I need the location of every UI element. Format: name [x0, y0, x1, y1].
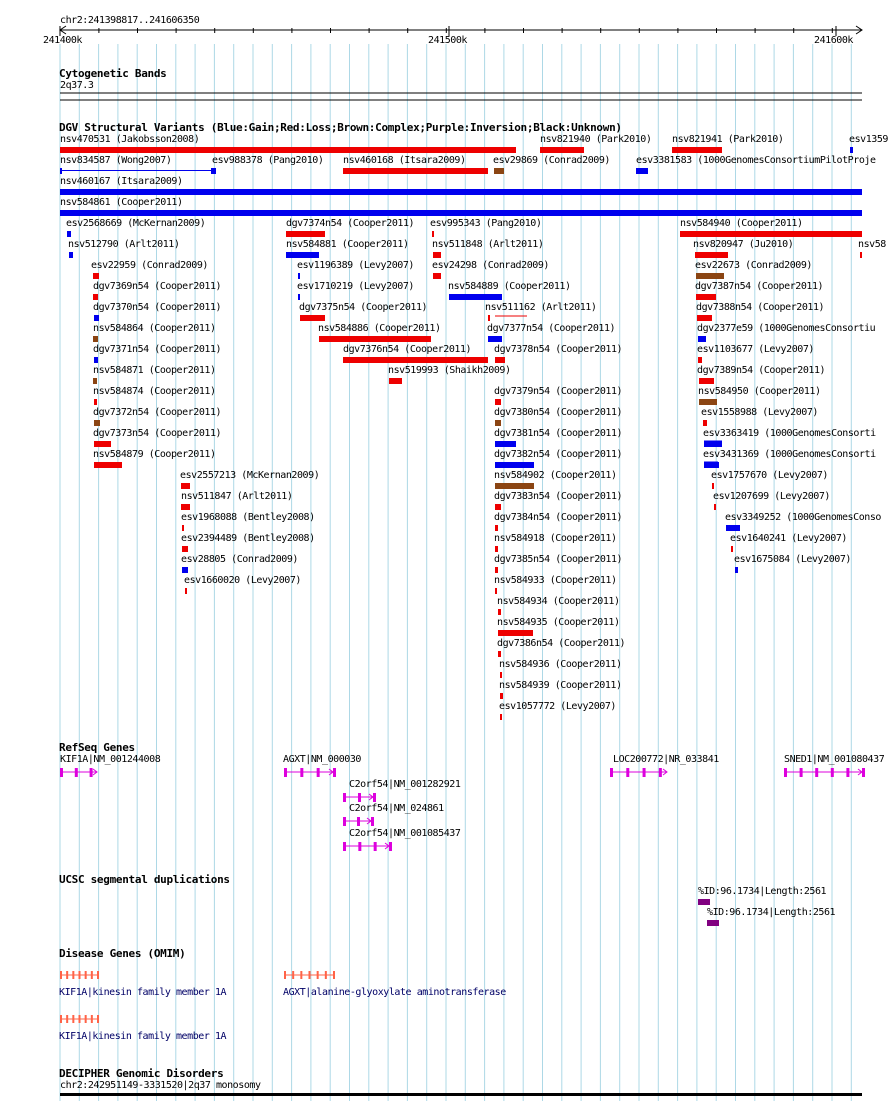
sv-label[interactable]: nsv820947 (Ju2010): [693, 239, 794, 250]
sv-label[interactable]: esv24298 (Conrad2009): [432, 260, 549, 271]
sv-bar: [495, 525, 498, 531]
sv-bar: [703, 420, 707, 426]
gene-exon: [846, 768, 849, 777]
sv-label[interactable]: nsv460167 (Itsara2009): [60, 176, 183, 187]
sv-label[interactable]: nsv460168 (Itsara2009): [343, 155, 466, 166]
gene-exon: [800, 768, 803, 777]
sv-bar: [495, 462, 534, 468]
segdup-label[interactable]: %ID:96.1734|Length:2561: [698, 886, 827, 897]
omim-exon: [79, 1015, 81, 1023]
sv-label[interactable]: dgv7387n54 (Cooper2011): [695, 281, 824, 292]
gene-label[interactable]: C2orf54|NM_024861: [349, 803, 444, 814]
sv-label[interactable]: dgv7389n54 (Cooper2011): [697, 365, 826, 376]
sv-bar: [495, 399, 501, 405]
sv-label[interactable]: esv1196389 (Levy2007): [297, 260, 414, 271]
omim-exon: [309, 971, 311, 979]
sv-label[interactable]: nsv584886 (Cooper2011): [318, 323, 441, 334]
decipher-bar: [60, 1093, 862, 1096]
gene-exon: [317, 768, 320, 777]
sv-bar: [300, 315, 325, 321]
track-title-segdup[interactable]: UCSC segmental duplications: [59, 873, 230, 886]
sv-label[interactable]: esv2394489 (Bentley2008): [181, 533, 315, 544]
omim-exon: [79, 971, 81, 979]
sv-label[interactable]: nsv584918 (Cooper2011): [494, 533, 617, 544]
gene-exon: [343, 817, 346, 826]
sv-bar: [698, 357, 702, 363]
sv-bar: [60, 189, 862, 195]
sv-label[interactable]: esv1640241 (Levy2007): [730, 533, 847, 544]
sv-label[interactable]: dgv7377n54 (Cooper2011): [487, 323, 616, 334]
sv-label[interactable]: esv29869 (Conrad2009): [493, 155, 610, 166]
sv-label[interactable]: nsv511162 (Arlt2011): [485, 302, 597, 313]
omim-exon: [60, 971, 62, 979]
segdup-bar: [698, 899, 710, 905]
sv-bar: [211, 168, 216, 174]
sv-label[interactable]: dgv7374n54 (Cooper2011): [286, 218, 415, 229]
sv-bar: [432, 231, 434, 237]
sv-label[interactable]: dgv7386n54 (Cooper2011): [497, 638, 626, 649]
track-title-refseq[interactable]: RefSeq Genes: [59, 741, 135, 754]
sv-label[interactable]: esv2568669 (McKernan2009): [66, 218, 206, 229]
sv-bar: [343, 168, 488, 174]
sv-bar: [697, 315, 712, 321]
gene-label[interactable]: KIF1A|NM_001244008: [60, 754, 161, 765]
sv-bar: [488, 336, 502, 342]
gene-exon: [358, 793, 361, 802]
sv-label[interactable]: nsv584902 (Cooper2011): [494, 470, 617, 481]
sv-bar: [298, 294, 300, 300]
gene-exon: [343, 842, 346, 851]
sv-label[interactable]: nsv584936 (Cooper2011): [499, 659, 622, 670]
gene-exon: [371, 817, 374, 826]
sv-bar: [60, 210, 862, 216]
sv-label[interactable]: esv1558988 (Levy2007): [701, 407, 818, 418]
gene-exon: [389, 842, 392, 851]
gene-label[interactable]: C2orf54|NM_001085437: [349, 828, 461, 839]
omim-exon: [317, 971, 319, 979]
sv-label[interactable]: nsv511848 (Arlt2011): [432, 239, 544, 250]
gene-label[interactable]: C2orf54|NM_001282921: [349, 779, 461, 790]
sv-label[interactable]: nsv834587 (Wong2007): [60, 155, 172, 166]
sv-label[interactable]: esv1057772 (Levy2007): [499, 701, 616, 712]
sv-label[interactable]: esv1710219 (Levy2007): [297, 281, 414, 292]
gene-exon: [815, 768, 818, 777]
sv-label[interactable]: dgv7379n54 (Cooper2011): [494, 386, 623, 397]
sv-bar: [735, 567, 738, 573]
sv-label[interactable]: nsv584933 (Cooper2011): [494, 575, 617, 586]
sv-bar: [672, 147, 722, 153]
sv-bar: [94, 315, 99, 321]
sv-bar: [495, 357, 505, 363]
omim-exon: [97, 1015, 99, 1023]
sv-bar: [494, 168, 504, 174]
gene-exon: [626, 768, 629, 777]
segdup-bar: [707, 920, 719, 926]
sv-label[interactable]: dgv7388n54 (Cooper2011): [696, 302, 825, 313]
sv-label[interactable]: esv3349252 (1000GenomesConso: [725, 512, 881, 523]
omim-exon: [91, 971, 93, 979]
sv-label[interactable]: nsv584889 (Cooper2011): [448, 281, 571, 292]
sv-label[interactable]: dgv7373n54 (Cooper2011): [93, 428, 222, 439]
sv-bar: [94, 357, 98, 363]
sv-bar: [704, 441, 722, 447]
sv-bar: [488, 315, 490, 321]
gene-exon: [831, 768, 834, 777]
ruler-tick-label: 241600k: [814, 35, 853, 46]
sv-label[interactable]: dgv7381n54 (Cooper2011): [494, 428, 623, 439]
sv-bar: [181, 504, 190, 510]
sv-bar: [850, 147, 853, 153]
sv-bar: [495, 420, 501, 426]
sv-label[interactable]: nsv821941 (Park2010): [672, 134, 784, 145]
sv-bar: [433, 273, 441, 279]
sv-label[interactable]: dgv7383n54 (Cooper2011): [494, 491, 623, 502]
sv-label[interactable]: esv1757670 (Levy2007): [711, 470, 828, 481]
sv-label[interactable]: dgv7371n54 (Cooper2011): [93, 344, 222, 355]
omim-label[interactable]: AGXT|alanine-glyoxylate aminotransferase: [283, 987, 506, 998]
omim-exon: [292, 971, 294, 979]
sv-label[interactable]: esv1675084 (Levy2007): [734, 554, 851, 565]
gene-exon: [333, 768, 336, 777]
location-label: chr2:241398817..241606350: [60, 15, 200, 26]
gene-exon: [358, 842, 361, 851]
sv-label[interactable]: nsv584861 (Cooper2011): [60, 197, 183, 208]
sv-bar: [636, 168, 648, 174]
sv-label[interactable]: nsv470531 (Jakobsson2008): [60, 134, 200, 145]
omim-exon: [66, 971, 68, 979]
omim-exon: [85, 971, 87, 979]
sv-label[interactable]: nsv584939 (Cooper2011): [499, 680, 622, 691]
gene-exon: [610, 768, 613, 777]
sv-label[interactable]: nsv584940 (Cooper2011): [680, 218, 803, 229]
sv-bar: [495, 546, 498, 552]
omim-exon: [325, 971, 327, 979]
sv-bar: [714, 504, 716, 510]
sv-bar: [704, 462, 719, 468]
sv-label[interactable]: esv1968088 (Bentley2008): [181, 512, 315, 523]
sv-bar: [286, 231, 325, 237]
sv-label[interactable]: dgv7382n54 (Cooper2011): [494, 449, 623, 460]
sv-label[interactable]: dgv7378n54 (Cooper2011): [494, 344, 623, 355]
sv-bar: [433, 252, 441, 258]
sv-label[interactable]: dgv7380n54 (Cooper2011): [494, 407, 623, 418]
sv-label[interactable]: dgv7369n54 (Cooper2011): [93, 281, 222, 292]
decipher-item-label: chr2:242951149-3331520|2q37 monosomy: [60, 1080, 261, 1091]
sv-label[interactable]: esv1207699 (Levy2007): [713, 491, 830, 502]
sv-bar: [449, 294, 502, 300]
sv-bar: [182, 525, 184, 531]
gene-exon: [343, 793, 346, 802]
sv-bar: [498, 651, 501, 657]
sv-bar: [500, 672, 502, 678]
sv-bar: [495, 567, 498, 573]
sv-bar: [500, 693, 503, 699]
sv-label[interactable]: dgv7375n54 (Cooper2011): [299, 302, 428, 313]
sv-bar: [93, 294, 98, 300]
gene-exon: [643, 768, 646, 777]
omim-exon: [66, 1015, 68, 1023]
sv-label[interactable]: dgv7384n54 (Cooper2011): [494, 512, 623, 523]
sv-bar: [699, 399, 717, 405]
track-title-cytoband[interactable]: Cytogenetic Bands: [59, 67, 167, 80]
gene-label[interactable]: LOC200772|NR_033841: [613, 754, 719, 765]
sv-label[interactable]: nsv584950 (Cooper2011): [698, 386, 821, 397]
gene-exon: [284, 768, 287, 777]
sv-label[interactable]: nsv512790 (Arlt2011): [68, 239, 180, 250]
sv-bar: [540, 147, 584, 153]
sv-bar: [69, 252, 73, 258]
sv-bar: [696, 273, 724, 279]
sv-label[interactable]: esv3363419 (1000GenomesConsorti: [703, 428, 876, 439]
sv-bar: [94, 462, 122, 468]
sv-label[interactable]: esv1660020 (Levy2007): [184, 575, 301, 586]
sv-bar: [680, 231, 862, 237]
gene-exon: [300, 768, 303, 777]
omim-exon: [60, 1015, 62, 1023]
sv-label[interactable]: nsv584935 (Cooper2011): [497, 617, 620, 628]
sv-bar: [181, 483, 190, 489]
sv-bar: [182, 546, 188, 552]
gene-label[interactable]: SNED1|NM_001080437: [784, 754, 885, 765]
sv-label[interactable]: nsv584871 (Cooper2011): [93, 365, 216, 376]
cytoband-label: 2q37.3: [60, 80, 94, 91]
omim-exon: [72, 971, 74, 979]
sv-label[interactable]: dgv2377e59 (1000GenomesConsortiu: [697, 323, 876, 334]
sv-bar: [286, 252, 319, 258]
sv-bar: [495, 441, 516, 447]
omim-exon: [91, 1015, 93, 1023]
sv-label[interactable]: esv2557213 (McKernan2009): [180, 470, 320, 481]
omim-exon: [284, 971, 286, 979]
sv-bar: [343, 357, 488, 363]
sv-label[interactable]: esv1359: [849, 134, 888, 145]
sv-bar: [498, 630, 533, 636]
sv-bar: [498, 609, 501, 615]
sv-bar: [94, 441, 111, 447]
sv-bar: [182, 567, 188, 573]
sv-label[interactable]: esv988378 (Pang2010): [212, 155, 324, 166]
sv-bar: [696, 294, 716, 300]
sv-bar: [495, 504, 501, 510]
gene-exon: [373, 793, 376, 802]
track-title-omim[interactable]: Disease Genes (OMIM): [59, 947, 186, 960]
sv-label[interactable]: nsv584879 (Cooper2011): [93, 449, 216, 460]
ruler-tick-label: 241400k: [43, 35, 82, 46]
sv-label[interactable]: dgv7376n54 (Cooper2011): [343, 344, 472, 355]
sv-label[interactable]: nsv584934 (Cooper2011): [497, 596, 620, 607]
sv-label[interactable]: esv1103677 (Levy2007): [697, 344, 814, 355]
sv-label[interactable]: nsv584864 (Cooper2011): [93, 323, 216, 334]
sv-bar: [60, 147, 516, 153]
sv-bar: [60, 170, 215, 171]
sv-bar: [298, 273, 300, 279]
gene-exon: [374, 842, 377, 851]
omim-exon: [85, 1015, 87, 1023]
gene-exon: [357, 817, 360, 826]
sv-bar: [495, 588, 497, 594]
sv-bar: [93, 378, 97, 384]
sv-label[interactable]: nsv58: [858, 239, 886, 250]
sv-label[interactable]: nsv519993 (Shaikh2009): [388, 365, 511, 376]
sv-label[interactable]: esv3431369 (1000GenomesConsorti: [703, 449, 876, 460]
sv-label[interactable]: esv995343 (Pang2010): [430, 218, 542, 229]
sv-label[interactable]: esv28805 (Conrad2009): [181, 554, 298, 565]
ruler-tick-label: 241500k: [428, 35, 467, 46]
gene-exon: [90, 768, 93, 777]
track-title-dgv[interactable]: DGV Structural Variants (Blue:Gain;Red:Loss;Brown:Complex;Purple:Inversion;Black:Unknown): [59, 121, 622, 134]
sv-bar: [726, 525, 740, 531]
sv-label[interactable]: dgv7370n54 (Cooper2011): [93, 302, 222, 313]
sv-label[interactable]: esv3381583 (1000GenomesConsortiumPilotProje: [636, 155, 876, 166]
omim-label[interactable]: KIF1A|kinesin family member 1A: [59, 1031, 227, 1042]
sv-bar: [93, 273, 99, 279]
gene-label[interactable]: AGXT|NM_000030: [283, 754, 361, 765]
sv-bar: [712, 483, 714, 489]
sv-bar: [860, 252, 862, 258]
sv-label[interactable]: dgv7385n54 (Cooper2011): [494, 554, 623, 565]
sv-label[interactable]: nsv821940 (Park2010): [540, 134, 652, 145]
sv-label[interactable]: nsv584881 (Cooper2011): [286, 239, 409, 250]
sv-bar: [731, 546, 733, 552]
track-title-decipher[interactable]: DECIPHER Genomic Disorders: [59, 1067, 224, 1080]
sv-bar: [93, 336, 98, 342]
sv-bar-cap: [60, 168, 62, 174]
sv-bar: [500, 714, 502, 720]
omim-exon: [300, 971, 302, 979]
sv-bar: [699, 378, 714, 384]
sv-bar: [319, 336, 431, 342]
sv-label[interactable]: nsv584874 (Cooper2011): [93, 386, 216, 397]
omim-label[interactable]: KIF1A|kinesin family member 1A: [59, 987, 227, 998]
sv-label[interactable]: nsv511847 (Arlt2011): [181, 491, 293, 502]
sv-label[interactable]: esv22673 (Conrad2009): [695, 260, 812, 271]
omim-exon: [97, 971, 99, 979]
sv-bar: [698, 336, 706, 342]
gene-exon: [60, 768, 63, 777]
sv-bar: [389, 378, 402, 384]
omim-exon: [72, 1015, 74, 1023]
sv-bar: [67, 231, 71, 237]
sv-bar: [94, 399, 97, 405]
sv-bar: [185, 588, 187, 594]
sv-label[interactable]: esv22959 (Conrad2009): [91, 260, 208, 271]
gene-exon: [784, 768, 787, 777]
sv-bar: [495, 483, 534, 489]
omim-exon: [333, 971, 335, 979]
sv-bar: [94, 420, 100, 426]
sv-label[interactable]: dgv7372n54 (Cooper2011): [93, 407, 222, 418]
sv-bar: [695, 252, 728, 258]
segdup-label[interactable]: %ID:96.1734|Length:2561: [707, 907, 836, 918]
gene-exon: [862, 768, 865, 777]
gene-exon: [75, 768, 78, 777]
gene-exon: [659, 768, 662, 777]
